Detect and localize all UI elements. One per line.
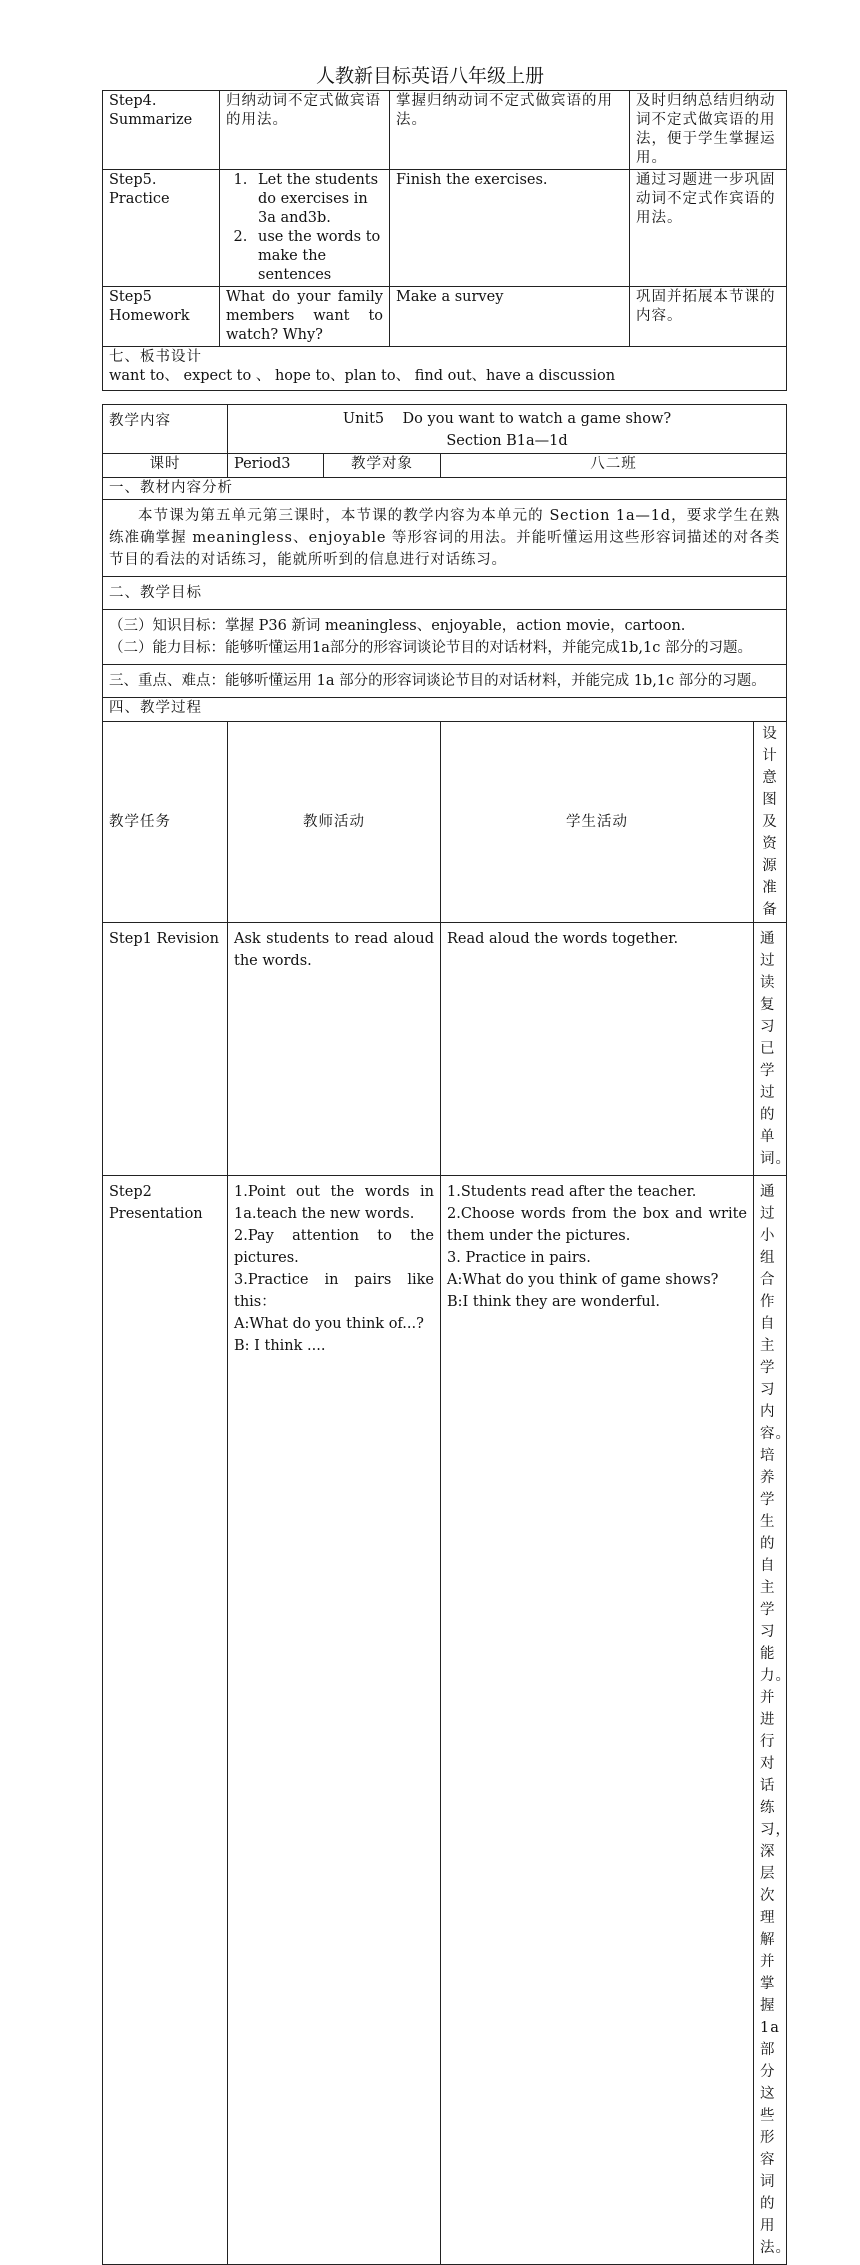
student-activity: Read aloud the words together.: [441, 923, 754, 1176]
step-label: Step5 Homework: [103, 287, 220, 347]
section-title: Section B1a—1d: [446, 433, 568, 449]
list-item: 2. use the words to make the sentences: [252, 228, 383, 285]
analysis-text: 本节课为第五单元第三课时，本节课的教学内容为本单元的 Section 1a—1d，要求学生在熟练准确掌握 meaningless、enjoyable 等形容词的用法。并能听懂运用这些形容词描述的对各类节目的看法的对话练习，能就所听到的信息进行对话练习。: [103, 500, 787, 577]
table-row: [103, 170, 787, 287]
table-row: [103, 454, 787, 478]
table-row: [103, 500, 787, 577]
page-title: 人教新目标英语八年级上册: [315, 65, 544, 87]
period-label: 课时: [103, 454, 228, 478]
board-design-content: want to、 expect to 、 hope to、plan to、 find out、have a discussion: [109, 368, 616, 384]
table-row: [103, 722, 787, 923]
analysis-heading: 一、教材内容分析: [103, 478, 787, 500]
teacher-line: A:What do you think of...?: [234, 1316, 424, 1332]
table-row: [103, 91, 787, 170]
col-header-task: 教学任务: [103, 722, 228, 923]
goals-heading: 二、教学目标: [103, 577, 787, 610]
step-label: Step4. Summarize: [103, 91, 220, 170]
ability-goal: （二）能力目标：能够听懂运用1a部分的形容词谈论节目的对话材料，并能完成1b,1c 部分的习题。: [109, 640, 752, 656]
board-design-row: [103, 347, 787, 391]
teacher-line: B: I think ....: [234, 1338, 326, 1354]
table-row: [103, 923, 787, 1176]
table-row: [103, 478, 787, 500]
goals-content: [103, 610, 787, 665]
teacher-activity: What do your family members want to watch? Why?: [220, 287, 390, 347]
teacher-activity: 归纳动词不定式做宾语的用法。: [220, 91, 390, 170]
board-design-heading: 七、板书设计: [109, 349, 202, 365]
teacher-line: 1.Point out the words in 1a.teach the new words.: [234, 1184, 434, 1222]
student-line: 2.Choose words from the box and write them under the pictures.: [447, 1206, 747, 1244]
student-activity: [441, 1176, 754, 2265]
student-activity: 掌握归纳动词不定式做宾语的用法。: [390, 91, 630, 170]
period-value: Period3: [228, 454, 324, 478]
col-header-student: 学生活动: [441, 722, 754, 923]
table-row: [103, 1176, 787, 2265]
design-purpose: 巩固并拓展本节课的内容。: [630, 287, 787, 347]
unit-title: Unit5 Do you want to watch a game show?: [342, 411, 672, 427]
teacher-line: 2.Pay attention to the pictures.: [234, 1228, 434, 1266]
lesson-title: [228, 405, 787, 454]
design-purpose: 通过读复习已学过的单词。: [754, 923, 787, 1176]
table-row: [103, 665, 787, 698]
student-activity: Finish the exercises.: [390, 170, 630, 287]
col-header-teacher: 教师活动: [228, 722, 441, 923]
teacher-line: 3.Practice in pairs like this：: [234, 1272, 434, 1310]
design-purpose: 通过习题进一步巩固动词不定式作宾语的用法。: [630, 170, 787, 287]
table-row: [103, 610, 787, 665]
teacher-activity: [220, 170, 390, 287]
table-row: [103, 405, 787, 454]
col-header-purpose: 设计意图及资源准备: [754, 722, 787, 923]
table-row: [103, 698, 787, 722]
student-line: 1.Students read after the teacher.: [447, 1184, 697, 1200]
audience-label: 教学对象: [324, 454, 441, 478]
list-item: 1. Let the students do exercises in 3a and3b.: [252, 171, 383, 228]
step-task: Step2 Presentation: [103, 1176, 228, 2265]
process-heading: 四、教学过程: [103, 698, 787, 722]
knowledge-goal: （三）知识目标：掌握 P36 新词 meaningless、enjoyable，action movie，cartoon.: [109, 618, 686, 634]
audience-value: 八二班: [441, 454, 787, 478]
teacher-activity: Ask students to read aloud the words.: [228, 923, 441, 1176]
lesson-plan-table: [102, 404, 791, 2265]
lesson-steps-table: [102, 90, 787, 391]
content-label: 教学内容: [103, 405, 228, 454]
student-line: B:I think they are wonderful.: [447, 1294, 660, 1310]
key-points: 三、重点、难点：能够听懂运用 1a 部分的形容词谈论节目的对话材料，并能完成 1b,1c 部分的习题。: [103, 665, 787, 698]
step-label: Step5. Practice: [103, 170, 220, 287]
table-row: [103, 577, 787, 610]
student-line: 3. Practice in pairs.: [447, 1250, 591, 1266]
student-line: A:What do you think of game shows?: [447, 1272, 719, 1288]
student-activity: Make a survey: [390, 287, 630, 347]
teacher-activity: [228, 1176, 441, 2265]
table-row: [103, 287, 787, 347]
board-design: [103, 347, 787, 391]
step-task: Step1 Revision: [103, 923, 228, 1176]
design-purpose: 及时归纳总结归纳动词不定式做宾语的用法，便于学生掌握运用。: [630, 91, 787, 170]
design-purpose: 通过小组合作自主学习内容。培养学生的自主学习能力。并 进行对话练习，深层次理解并掌握 1a 部分这些形容词的用法。: [754, 1176, 787, 2265]
teacher-activity-list: [226, 171, 383, 285]
